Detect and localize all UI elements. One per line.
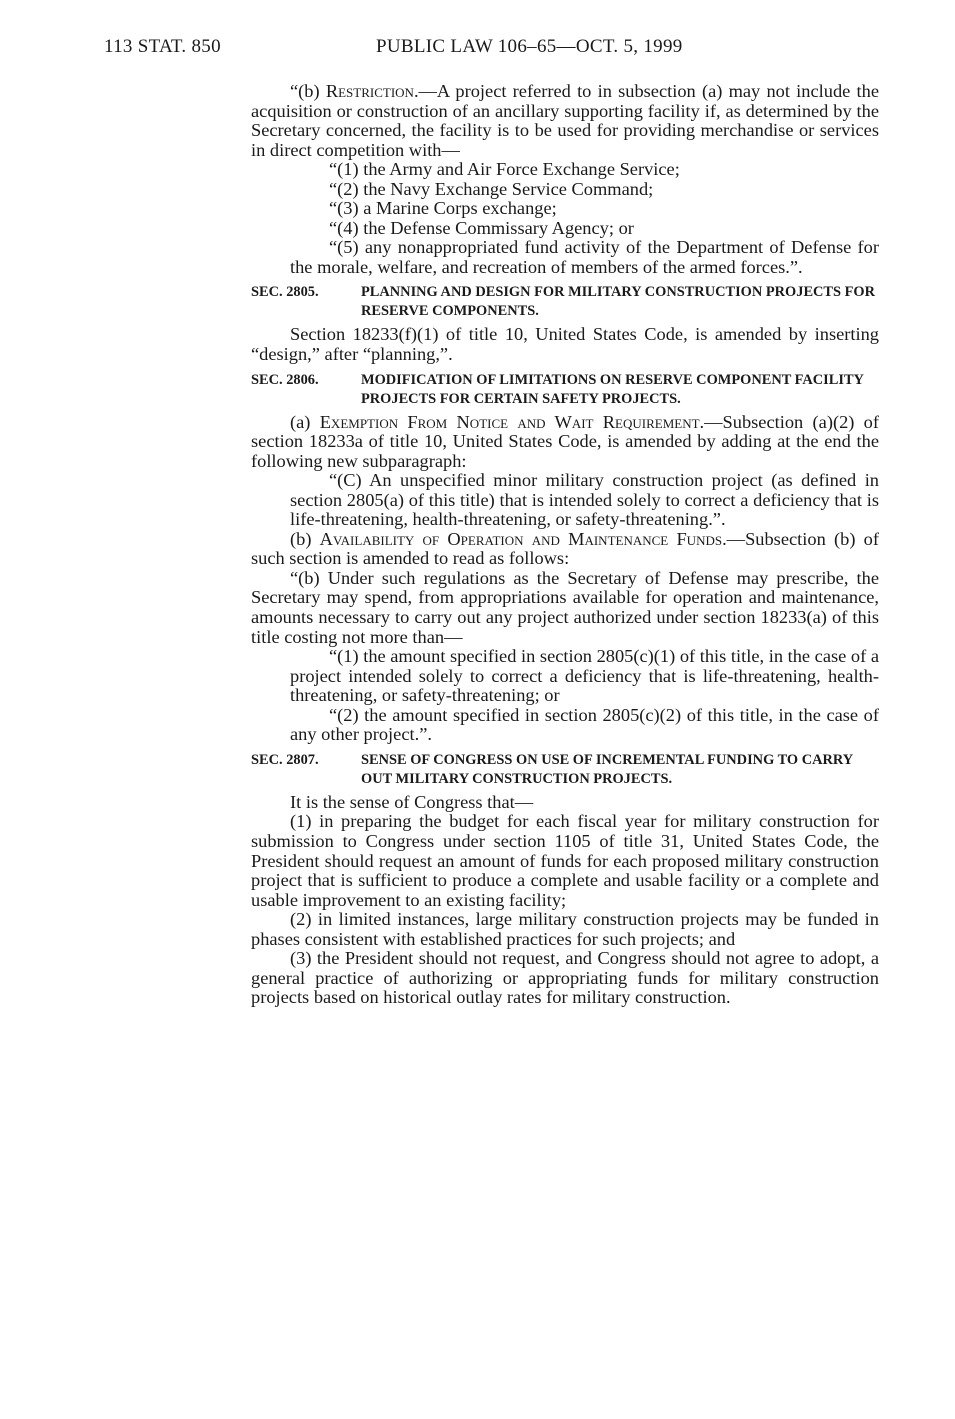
section-2806-a: (a) Exemption From Notice and Wait Requirement.—Subsection (a)(2) of section 18233a of title 10, United States Code, is amended by adding at the end the following new subparagraph: [251, 411, 879, 471]
section-2806-b-quote: “(b) Under such regulations as the Secretary of Defense may prescribe, the Secretary may spend, from appropriations available for operation and maintenance, amounts necessary to carry out any project authorized under section 18233(a) of this title costing not more than— [251, 567, 879, 647]
section-2807-heading: SEC. 2807. SENSE OF CONGRESS ON USE OF INCREMENTAL FUNDING TO CARRY OUT MILITARY CONSTRUCTION PROJECTS. [251, 751, 853, 787]
section-2807-intro: It is the sense of Congress that— [290, 791, 534, 812]
section-2805-heading: SEC. 2805. PLANNING AND DESIGN FOR MILITARY CONSTRUCTION PROJECTS FOR RESERVE COMPONENTS. [251, 284, 876, 320]
section-2807-item: (3) the President should not request, and Congress should not agree to adopt, a general practice of authorizing or appropriating funds for military construction projects based on historical outlay rates for military construction. [251, 948, 879, 1008]
page-reference: 113 STAT. 850 [104, 36, 221, 57]
section-2806-heading: SEC. 2806. MODIFICATION OF LIMITATIONS ON RESERVE COMPONENT FACILITY PROJECTS FOR CERTAIN SAFETY PROJECTS. [251, 371, 864, 407]
restriction-item: “(5) any nonappropriated fund activity of the Department of Defense for the morale, welfare, and recreation of members of the armed forces.”. [290, 237, 879, 277]
law-reference: PUBLIC LAW 106–65—OCT. 5, 1999 [376, 36, 683, 57]
section-2805-text: Section 18233(f)(1) of title 10, United States Code, is amended by inserting “design,” after “planning,”. [251, 324, 879, 365]
restriction-item: “(2) the Navy Exchange Service Command; [329, 178, 654, 199]
restriction-paragraph: “(b) Restriction.—A project referred to in subsection (a) may not include the acquisition or construction of an ancillary supporting facility if, as determined by the Secretary concerned, the facility is to be used for providing merchandise or services in direct competition with— [251, 81, 879, 160]
section-2807-item: (1) in preparing the budget for each fiscal year for military construction for submission to Congress under section 1105 of title 31, United States Code, the President should request an amount of funds for each proposed military construction project that is sufficient to produce a complete and usable facility or a complete and usable improvement to an existing facility; [251, 811, 879, 910]
restriction-item: “(3) a Marine Corps exchange; [329, 198, 557, 219]
section-2806-a-quote: “(C) An unspecified minor military construction project (as defined in section 2805(a) of this title) that is intended solely to correct a deficiency that is life-threatening, health-threatening, or safety-threatening.”. [290, 470, 879, 530]
section-2806-b-item: “(2) the amount specified in section 2805(c)(2) of this title, in the case of any other project.”. [290, 704, 879, 745]
document-body [251, 82, 879, 1008]
restriction-item: “(4) the Defense Commissary Agency; or [329, 217, 634, 238]
restriction-item: “(1) the Army and Air Force Exchange Service; [329, 159, 680, 180]
section-2807-item: (2) in limited instances, large military construction projects may be funded in phases consistent with established practices for such projects; and [251, 909, 879, 949]
section-2806-b-item: “(1) the amount specified in section 2805(c)(1) of this title, in the case of a project intended solely to correct a deficiency that is life-threatening, health-threatening, or safety-threatening; or [290, 646, 880, 706]
restriction-heading: Restriction [325, 81, 414, 101]
section-2806-b: (b) Availability of Operation and Maintenance Funds.—Subsection (b) of such section is amended to read as follows: [251, 528, 879, 569]
